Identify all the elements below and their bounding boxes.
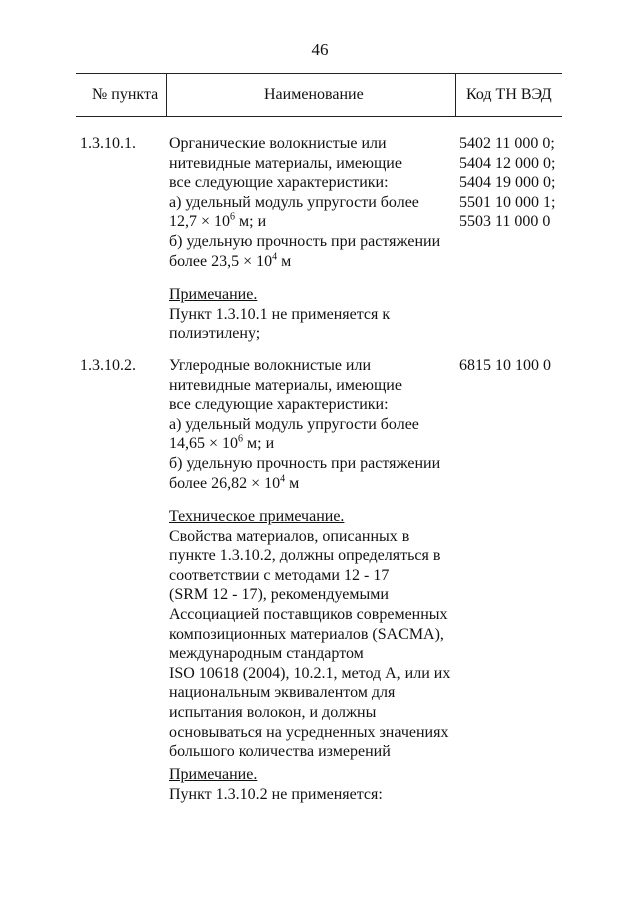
header-divider-2: [455, 73, 456, 117]
description-line: $14,65 \times 10^6$ м; и: [169, 434, 275, 453]
note-line: Пункт 1.3.10.2 не применяется:: [169, 785, 383, 803]
note-title: Примечание.: [169, 766, 258, 783]
description-line: более $23,5 \times 10^4$ м: [169, 251, 292, 270]
header-top-rule: [76, 73, 562, 74]
description-line: Углеродные волокнистые или: [169, 357, 372, 374]
note-line: полиэтилену;: [169, 325, 261, 343]
header-col-code: Код ТН ВЭД: [466, 86, 552, 103]
technical-note-line: ISO 10618 (2004), 10.2.1, метод А, или их: [169, 664, 451, 682]
code-line: 5503 11 000 0: [459, 213, 551, 231]
technical-note-line: Ассоциацией поставщиков современных: [169, 605, 448, 623]
item-codes: [459, 356, 569, 376]
description-line: нитевидные материалы, имеющие: [169, 154, 402, 172]
item-description: [169, 356, 459, 493]
description-line: б) удельную прочность при растяжении: [169, 454, 441, 472]
description-line: а) удельный модуль упругости более: [169, 193, 419, 211]
page-number: 46: [311, 40, 329, 59]
code-line: 5404 12 000 0;: [459, 154, 556, 172]
technical-note-line: пункте 1.3.10.2, должны определяться в: [169, 547, 441, 565]
code-line: 5402 11 000 0;: [459, 135, 555, 152]
description-line: нитевидные материалы, имеющие: [169, 376, 402, 394]
technical-note-line: Свойства материалов, описанных в: [169, 527, 410, 545]
description-line: все следующие характеристики:: [169, 174, 389, 192]
description-line: все следующие характеристики:: [169, 396, 389, 414]
technical-note-line: национальным эквивалентом для: [169, 684, 396, 702]
description-line: более $26,82 \times 10^4$ м: [169, 473, 300, 492]
item-note: [169, 285, 459, 344]
item-technical-note: [169, 507, 459, 762]
technical-note-line: международным стандартом: [169, 645, 364, 663]
technical-note-line: большого количества измерений: [169, 743, 391, 761]
code-line: 5501 10 000 1;: [459, 193, 556, 211]
description-line: $12,7 \times 10^6$ м; и: [169, 212, 267, 231]
code-line: 6815 10 100 0: [459, 357, 551, 374]
description-line: а) удельный модуль упругости более: [169, 415, 419, 433]
item-number: 1.3.10.2.: [80, 357, 136, 374]
technical-note-title: Техническое примечание.: [169, 508, 345, 525]
item-number: 1.3.10.1.: [80, 135, 136, 152]
item-note: [169, 765, 459, 804]
code-line: 5404 19 000 0;: [459, 174, 556, 192]
note-title: Примечание.: [169, 286, 258, 303]
technical-note-line: соответствии с методами 12 - 17: [169, 566, 390, 584]
technical-note-line: композиционных материалов (SACMA),: [169, 625, 444, 643]
item-description: [169, 134, 459, 271]
header-bottom-rule: [76, 116, 562, 117]
header-divider-1: [166, 73, 167, 117]
description-line: б) удельную прочность при растяжении: [169, 232, 441, 250]
item-codes: [459, 134, 569, 232]
technical-note-line: испытания волокон, и должны: [169, 703, 377, 721]
technical-note-line: основываться на усредненных значениях: [169, 723, 449, 741]
note-line: Пункт 1.3.10.1 не применяется к: [169, 305, 391, 323]
header-col-number: № пункта: [92, 86, 159, 103]
description-line: Органические волокнистые или: [169, 135, 387, 152]
technical-note-line: (SRM 12 - 17), рекомендуемыми: [169, 586, 389, 604]
header-col-name: Наименование: [264, 86, 364, 103]
